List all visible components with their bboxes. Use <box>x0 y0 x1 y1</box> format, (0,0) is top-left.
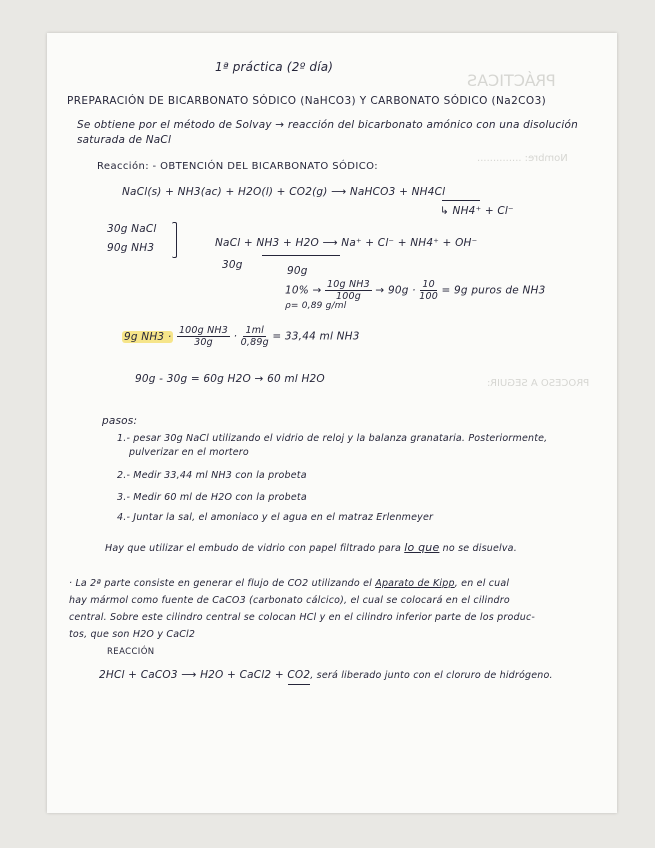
page-title: 1ª práctica (2º día) <box>215 60 334 74</box>
step-2: 2.- Medir 33,44 ml NH3 con la probeta <box>117 470 307 481</box>
filter-note <box>105 541 517 554</box>
section-heading: PREPARACIÓN DE BICARBONATO SÓDICO (NaHCO3) Y CARBONATO SÓDICO (Na2CO3) <box>67 95 547 107</box>
filter-note-emph: lo que <box>404 541 440 554</box>
filter-note-text: Hay que utilizar el embudo de vidrio con papel filtrado para <box>105 543 401 554</box>
bleed-through-text: PRÁCTICAS <box>467 71 556 90</box>
purity-fraction-2 <box>419 279 438 302</box>
reaction2-label: REACCIÓN <box>107 647 155 657</box>
purity-fraction <box>325 279 372 302</box>
fraction-denominator: 30g <box>194 337 213 348</box>
density-note: ρ= 0,89 g/ml <box>285 301 347 311</box>
under-nacl-mass: 30g <box>222 259 243 271</box>
step-1: 1.- pesar 30g NaCl utilizando el vidrio de reloj y la balanza granataria. Posteriormente, <box>117 433 548 444</box>
quantity-nh3: 90g NH3 <box>107 242 155 254</box>
nh4cl-underline <box>442 200 480 201</box>
notebook-page <box>47 33 617 813</box>
fraction-numerator: 1ml <box>245 325 265 336</box>
purity-lead: 10% → <box>285 284 322 297</box>
volume-result: = 33,44 ml NH3 <box>272 330 360 343</box>
quantities-bracket <box>172 222 177 258</box>
fraction-denominator: 100 <box>419 291 438 302</box>
part2-line-2: hay mármol como fuente de CaCO3 (carbonato cálcico), el cual se colocará en el cilindro <box>69 595 510 606</box>
under-group-mass: 90g <box>287 265 308 277</box>
volume-fraction-2 <box>241 325 269 348</box>
purity-result: = 9g puros de NH3 <box>441 284 546 297</box>
equation-3 <box>99 669 553 681</box>
part2-text-end: , en el cual <box>454 578 510 589</box>
bleed-through-text: Nombre: .............. <box>477 153 568 164</box>
step-1-cont: pulverizar en el mortero <box>129 447 249 458</box>
ammonium-dissociation: ↳ NH4⁺ + Cl⁻ <box>440 205 514 217</box>
intro-line-2: saturada de NaCl <box>77 134 172 146</box>
fraction-numerator: 10g NH3 <box>327 279 370 290</box>
part2-line-4: tos, que son H2O y CaCl2 <box>69 629 196 640</box>
volume-calc: 9g NH3 · $\frac{\text{100g NH3}}{30g}$ · $\frac{1ml}{0,89g}$ = 33,44 ml NH3 <box>124 325 360 348</box>
steps-label: pasos: <box>102 415 138 427</box>
fraction-denominator: 0,89g <box>240 337 269 348</box>
step-4: 4.- Juntar la sal, el amoniaco y el agua en el matraz Erlenmeyer <box>117 512 434 523</box>
equation-1: NaCl(s) + NH3(ac) + H2O(l) + CO2(g) ⟶ NaHCO3 + NH4Cl <box>122 186 446 198</box>
fraction-numerator: 100g NH3 <box>178 325 229 336</box>
purity-calc <box>285 279 545 302</box>
water-calc: 90g - 30g = 60g H2O → 60 ml H2O <box>135 373 325 385</box>
equation-2: NaCl + NH3 + H2O ⟶ Na⁺ + Cl⁻ + NH4⁺ + OH⁻ <box>215 237 478 249</box>
equation-3-tail: , será liberado junto con el cloruro de hidrógeno. <box>310 670 553 681</box>
quantity-nacl: 30g NaCl <box>107 223 157 235</box>
reactants-underline <box>262 255 340 256</box>
volume-lead: 9g NH3 · <box>124 330 172 343</box>
fraction-numerator: 10 <box>422 279 435 290</box>
step-3: 3.- Medir 60 ml de H2O con la probeta <box>117 492 307 503</box>
purity-arrow: → 90g · <box>375 284 416 297</box>
part2-text: · La 2ª parte consiste en generar el flujo de CO2 utilizando el <box>69 578 373 589</box>
kipp-apparatus: Aparato de Kipp <box>375 578 455 589</box>
fraction-denominator: 100g <box>335 291 361 302</box>
part2-line-3: central. Sobre este cilindro central se colocan HCl y en el cilindro inferior parte de los produc- <box>69 612 536 623</box>
volume-fraction-1 <box>177 325 230 348</box>
part2-line-1 <box>69 578 509 589</box>
co2-underline <box>288 684 310 685</box>
intro-line-1: Se obtiene por el método de Solvay → reacción del bicarbonato amónico con una disolución <box>77 119 578 131</box>
filter-note-end: no se disuelva. <box>442 543 517 554</box>
reaction-label: Reacción: - OBTENCIÓN DEL BICARBONATO SÓDICO: <box>97 161 378 172</box>
equation-3-main: 2HCl + CaCO3 ⟶ H2O + CaCl2 + CO2 <box>99 669 311 681</box>
bleed-through-text: PROCESO A SEGUIR: <box>487 378 590 389</box>
